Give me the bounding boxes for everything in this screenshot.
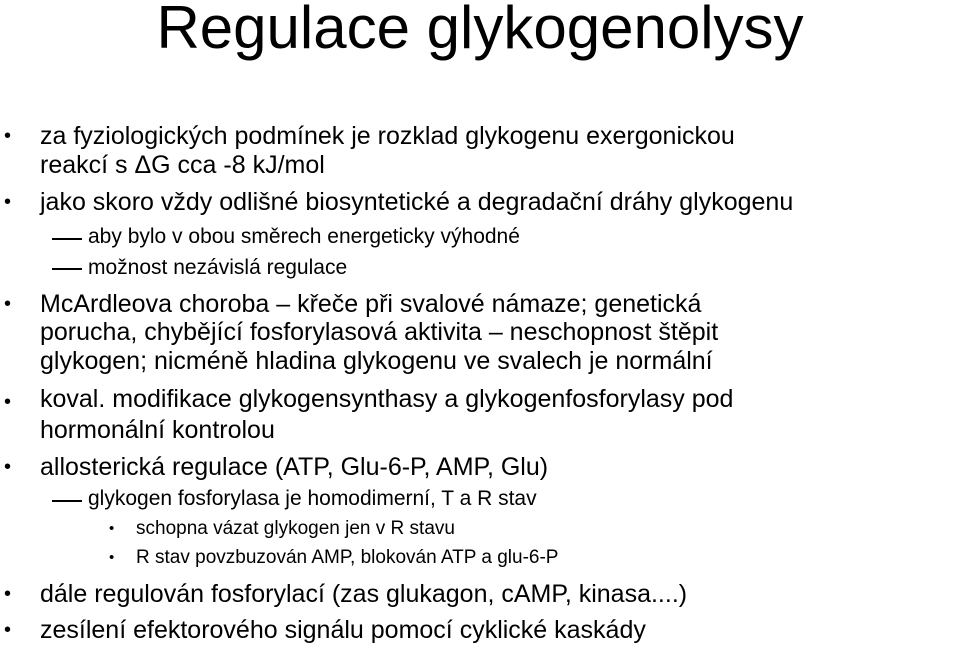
bullet-icon: •: [4, 583, 12, 605]
bullet-icon: •: [4, 391, 12, 413]
bullet-icon: •: [4, 125, 12, 147]
slide-title: Regulace glykogenolysy: [156, 0, 804, 61]
text-line: aby bylo v obou směrech energeticky výhodné: [88, 225, 520, 248]
bullet-icon: •: [4, 456, 12, 478]
text-line: porucha, chybějící fosforylasová aktivita – neschopnost štěpit: [40, 318, 719, 346]
text-line: možnost nezávislá regulace: [88, 256, 348, 279]
small-bullet-icon: •: [109, 520, 115, 537]
text-line: McArdleova choroba – křeče při svalové námaze; genetická: [40, 290, 702, 318]
dash-icon: [52, 238, 82, 240]
text-line: zesílení efektorového signálu pomocí cyklické kaskády: [40, 616, 646, 644]
text-line: koval. modifikace glykogensynthasy a glykogenfosforylasy pod: [40, 385, 734, 413]
dash-icon: [52, 500, 82, 502]
text-line: reakcí s ΔG cca -8 kJ/mol: [40, 151, 325, 179]
text-line: schopna vázat glykogen jen v R stavu: [136, 518, 455, 539]
bullet-icon: •: [4, 619, 12, 641]
bullet-icon: •: [4, 293, 12, 315]
text-line: allosterická regulace (ATP, Glu-6-P, AMP, Glu): [40, 453, 549, 481]
text-line: glykogen; nicméně hladina glykogenu ve svalech je normální: [40, 347, 713, 375]
text-line: dále regulován fosforylací (zas glukagon, cAMP, kinasa....): [40, 580, 688, 608]
text-line: jako skoro vždy odlišné biosyntetické a degradační dráhy glykogenu: [40, 188, 794, 216]
bullet-icon: •: [4, 191, 12, 213]
text-line: glykogen fosforylasa je homodimerní, T a R stav: [88, 487, 537, 510]
text-line: za fyziologických podmínek je rozklad glykogenu exergonickou: [40, 122, 735, 150]
text-line: R stav povzbuzován AMP, blokován ATP a glu-6-P: [136, 547, 559, 568]
text-line: hormonální kontrolou: [40, 416, 275, 444]
dash-icon: [52, 268, 82, 270]
small-bullet-icon: •: [109, 549, 115, 566]
